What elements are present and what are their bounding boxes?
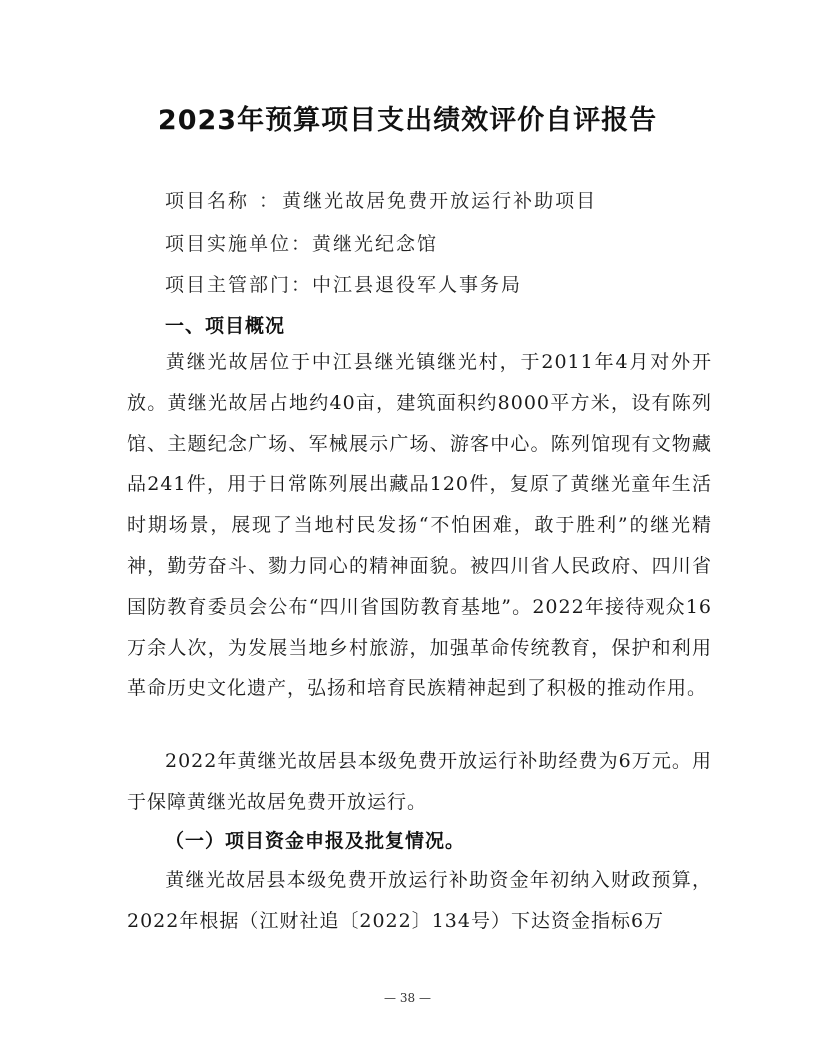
document-title: 2023年预算项目支出绩效评价自评报告 <box>157 105 658 136</box>
project-name-label: 项目名称 <box>165 190 250 212</box>
supervising-dept-line <box>165 270 522 297</box>
supervising-dept-value: 中江县退役军人事务局 <box>312 274 523 296</box>
approval-paragraph-text: 黄继光故居县本级免费开放运行补助资金年初纳入财政预算，2022年根据（江财社追〔2022〕134号）下达资金指标6万 <box>127 869 712 932</box>
project-name-separator: ： <box>251 190 281 212</box>
page-number: — 38 — <box>384 991 431 1005</box>
supervising-dept-label: 项目主管部门： <box>165 274 313 296</box>
funding-paragraph <box>127 741 712 823</box>
overview-paragraph <box>127 342 712 709</box>
section-heading-overview: 一、项目概况 <box>165 315 286 337</box>
implementing-unit-value: 黄继光纪念馆 <box>312 233 439 255</box>
project-name-line <box>165 186 597 213</box>
funding-paragraph-text: 2022年黄继光故居县本级免费开放运行补助经费为6万元。用于保障黄继光故居免费开放运行。 <box>127 750 712 813</box>
project-name-value: 黄继光故居免费开放运行补助项目 <box>282 190 598 212</box>
implementing-unit-label: 项目实施单位： <box>165 233 313 255</box>
overview-paragraph-text: 黄继光故居位于中江县继光镇继光村，于2011年4月对外开放。黄继光故居占地约40亩，建筑面积约8000平方米，设有陈列馆、主题纪念广场、军械展示广场、游客中心。陈列馆现有文物藏品241件，用于日常陈列展出藏品120件，复原了黄继光童年生活时期场景，展现了当地村民发扬“不怕困难，敢于胜利”的继光精神，勤劳奋斗、勠力同心的精神面貌。被四川省人民政府、四川省国防教育委员会公布“四川省国防教育基地”。2022年接待观众16万余人次，为发展当地乡村旅游，加强革命传统教育，保护和利用革命历史文化遗产，弘扬和培育民族精神起到了积极的推动作用。 <box>127 351 712 700</box>
approval-paragraph <box>127 860 712 942</box>
implementing-unit-line <box>165 229 438 256</box>
subsection-heading-funding-approval: （一）项目资金申报及批复情况。 <box>165 830 466 852</box>
